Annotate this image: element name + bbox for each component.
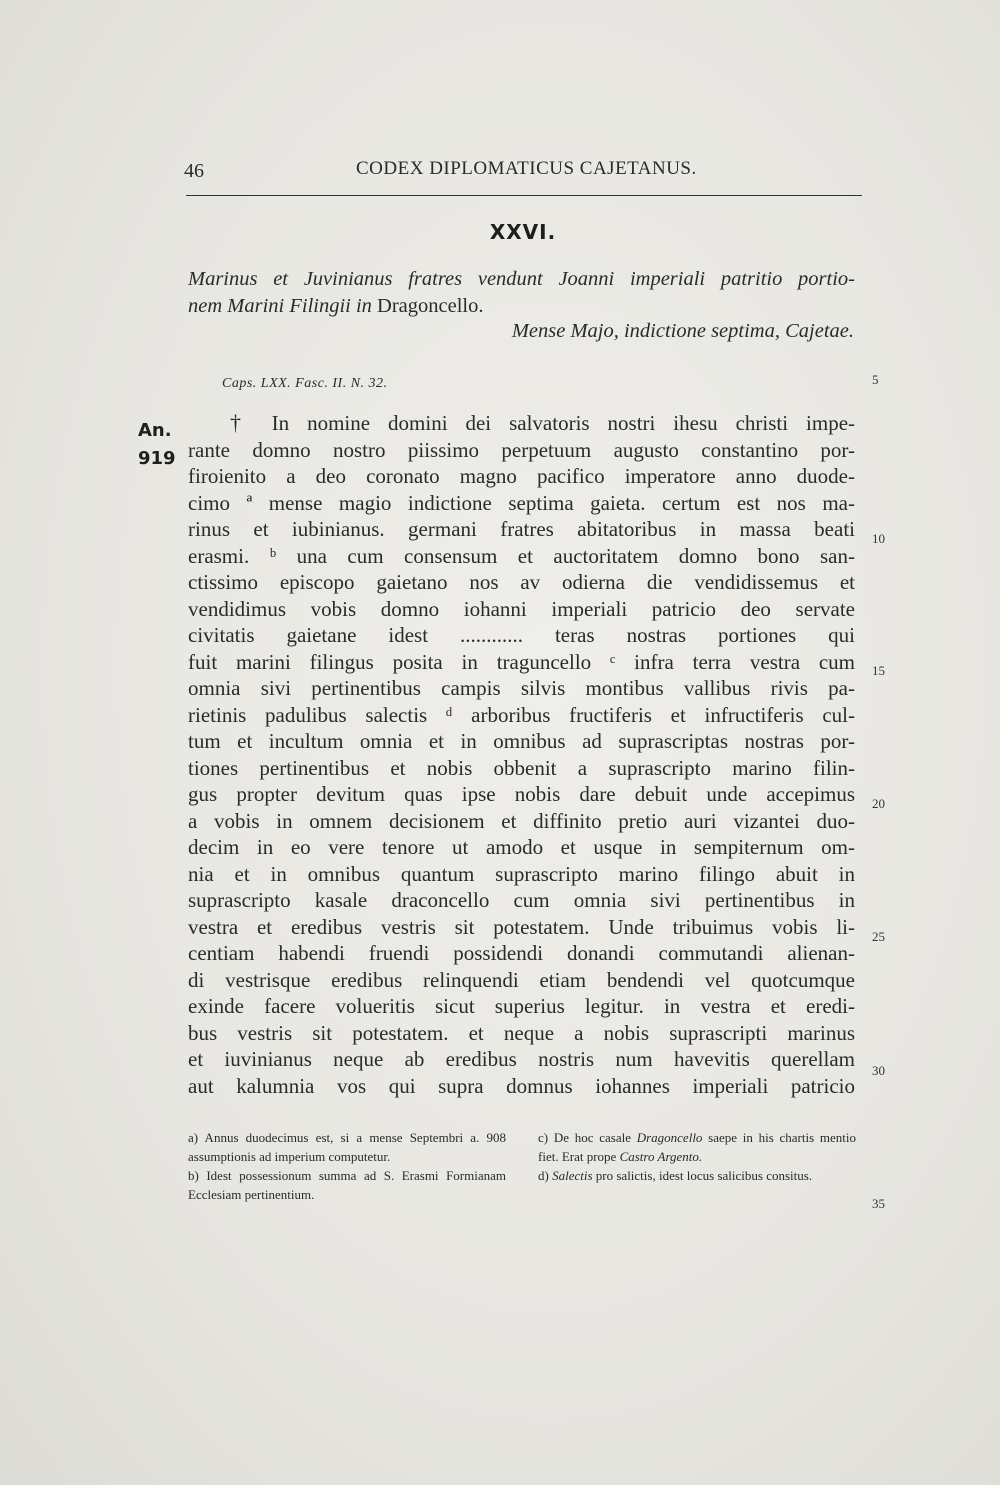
footnote-b: b) Idest possessionum summa ad S. Erasmi Formianam Ecclesiam pertinentium.: [188, 1168, 506, 1202]
text-line: civitatis gaietane idest ............ teras nostras portiones qui: [188, 623, 855, 647]
footnote-a: a) Annus duodecimus est, si a mense Septembri a. 908 assumptionis ad imperium computetur.: [188, 1130, 506, 1164]
text-line: et iuvinianus neque ab eredibus nostris num havevitis querellam: [188, 1047, 855, 1071]
margin-year: 919: [138, 448, 176, 469]
text-line: ctissimo episcopo gaietano nos av odierna die vendidissemus et: [188, 570, 855, 594]
line-number: 20: [872, 796, 885, 811]
summary-line-2-italic: nem Marini Filingii in: [188, 295, 372, 317]
date-line: Mense Majo, indictione septima, Cajetae.: [511, 320, 854, 342]
footnotes-right: [538, 1128, 856, 1185]
page-number: 46: [184, 160, 204, 182]
text-line: rinus et iubinianus. germani fratres abitatoribus in massa beati: [188, 517, 855, 541]
text-line: omnia sivi pertinentibus campis silvis montibus vallibus rivis pa-: [188, 676, 855, 700]
line-number: 10: [872, 531, 885, 546]
text-line: erasmi. ᵇ una cum consensum et auctoritatem domno bono san-: [188, 543, 855, 568]
line-number: 15: [872, 663, 885, 678]
text-line: cimo ª mense magio indictione septima gaieta. certum est nos ma-: [188, 490, 855, 515]
text-line: firoienito a deo coronato magno pacifico imperatore anno duode-: [188, 464, 855, 488]
text-line: fuit marini filingus posita in traguncello ᶜ infra terra vestra cum: [188, 649, 855, 674]
text-line: nia et in omnibus quantum suprascripto marino filingo abuit in: [188, 861, 855, 886]
text-line: bus vestris sit potestatem. et neque a nobis suprascripti marinus: [188, 1020, 855, 1045]
footnotes-left: [188, 1128, 506, 1204]
text-line: rante domno nostro piissimo perpetuum augusto constantino por-: [188, 437, 855, 462]
text-line: centiam habendi fruendi possidendi donandi commutandi alienan-: [188, 941, 855, 965]
page-header: [184, 150, 858, 182]
margin-an: An.: [138, 420, 172, 441]
text-line: a vobis in omnem decisionem et diffinito pretio auri vizantei duo-: [188, 808, 855, 833]
footnote-c: c) De hoc casale Dragoncello saepe in his chartis mentio fiet. Erat prope Castro Argento.: [538, 1130, 857, 1164]
text-line: gus propter devitum quas ipse nobis dare debuit unde accepimus: [188, 782, 855, 806]
header-rule: [186, 195, 862, 196]
summary-line-1: Marinus et Juvinianus fratres vendunt Joanni imperiali patritio portio-: [188, 268, 855, 290]
document-body: [188, 410, 855, 1099]
document-summary: [188, 266, 855, 320]
running-title: CODEX DIPLOMATICUS CAJETANUS.: [356, 158, 697, 179]
text-line: rietinis padulibus salectis ᵈ arboribus fructiferis et infructiferis cul-: [188, 702, 855, 727]
line-number: 5: [872, 372, 879, 387]
text-line: vendidimus vobis domno iohanni imperiali patricio deo servate: [188, 596, 855, 621]
document-number: XXVI.: [489, 220, 557, 244]
text-line: decim in eo vere tenore ut amodo et usque in sempiternum om-: [188, 835, 855, 859]
text-line: exinde facere volueritis sicut superius legitur. in vestra et eredi-: [188, 994, 855, 1018]
text-line: suprascripto kasale draconcello cum omnia sivi pertinentibus in: [188, 888, 855, 912]
summary-line-2-roman: Dragoncello.: [377, 295, 484, 317]
text-line: tiones pertinentibus et nobis obbenit a suprascripto marino filin-: [188, 755, 855, 780]
line-number: 25: [872, 929, 885, 944]
line-number: 30: [872, 1063, 885, 1078]
text-line: † In nomine domini dei salvatoris nostri ihesu christi impe-: [230, 410, 856, 435]
text-line: di vestrisque eredibus relinquendi etiam bendendi vel quotcumque: [188, 967, 855, 992]
line-number: 35: [872, 1196, 885, 1211]
cross-symbol: †: [230, 410, 254, 435]
text-line: tum et incultum omnia et in omnibus ad suprascriptas nostras por-: [188, 729, 855, 753]
footnote-d: d) Salectis pro salictis, idest locus salicibus consitus.: [538, 1168, 813, 1183]
text-line: vestra et eredibus vestris sit potestatem. Unde tribuimus vobis li-: [188, 914, 855, 939]
text-line: aut kalumnia vos qui supra domnus iohannes imperiali patricio: [188, 1073, 855, 1098]
source-reference: Caps. LXX. Fasc. II. N. 32.: [222, 376, 388, 391]
